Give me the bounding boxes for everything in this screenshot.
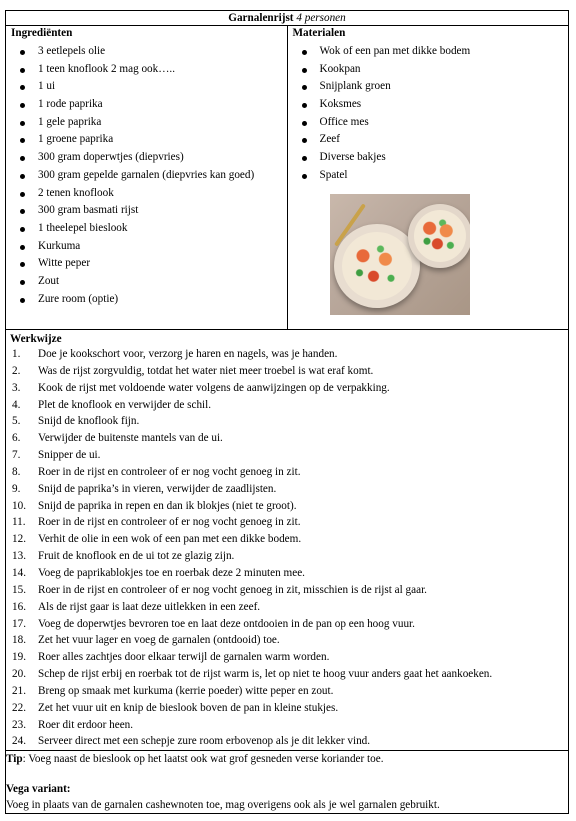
material-item: Office mes xyxy=(288,114,569,132)
food-left xyxy=(342,232,412,300)
method-step: 18. Zet het vuur lager en voeg de garnalen (ontdooid) toe. xyxy=(12,634,280,647)
method-step: 9. Snijd de paprika’s in vieren, verwijder de zaadlijsten. xyxy=(12,482,277,495)
method-step: 10. Snijd de paprika in repen en dan ik blokjes (niet te groot). xyxy=(12,499,297,512)
method-step: 1. Doe je kookschort voor, verzorg je haren en nagels, was je handen. xyxy=(12,348,338,360)
method-step: 15. Roer in de rijst en controleer of er nog vocht genoeg in zit, misschien is de rijst al gaar. xyxy=(12,583,427,596)
method-steps xyxy=(6,346,568,750)
ingredients-heading: Ingrediënten xyxy=(11,27,73,39)
materials-cell xyxy=(287,26,569,330)
materials-heading: Materialen xyxy=(292,27,346,39)
material-item: Koksmes xyxy=(288,96,569,114)
vega-heading: Vega variant: xyxy=(6,783,71,796)
tip-text: : Voeg naast de bieslook op het laatst ook wat grof gesneden verse koriander toe. xyxy=(22,753,384,766)
method-step: 8. Roer in de rijst en controleer of er nog vocht genoeg in zit. xyxy=(12,465,301,478)
method-step: 12. Verhit de olie in een wok of een pan met een dikke bodem. xyxy=(12,533,302,546)
method-step: 16. Als de rijst gaar is laat deze uitlekken in een zeef. xyxy=(12,600,261,613)
method-step: 19. Roer alles zachtjes door elkaar terwijl de garnalen warm worden. xyxy=(12,651,330,664)
method-cell xyxy=(6,330,569,751)
method-step: 7. Snipper de ui. xyxy=(12,449,101,462)
vega-text: Voeg in plaats van de garnalen cashewnoten toe, mag overigens ook als je wel garnalen gebruikt. xyxy=(6,799,440,812)
method-step: 11. Roer in de rijst en controleer of er nog vocht genoeg in zit. xyxy=(12,516,301,529)
method-step: 24. Serveer direct met een schepje zure room erbovenop als je dit lekker vind. xyxy=(12,735,371,748)
method-heading: Werkwijze xyxy=(10,333,62,345)
ingredient-item: Kurkuma xyxy=(6,238,287,256)
title-cell xyxy=(6,11,569,26)
material-item: Zeef xyxy=(288,131,569,149)
ingredient-item: 1 gele paprika xyxy=(6,114,287,132)
dish-photo xyxy=(330,194,470,315)
tip-label: Tip xyxy=(6,753,23,766)
food-right xyxy=(414,210,466,262)
method-step: 5. Snijd de knoflook fijn. xyxy=(12,415,140,428)
method-step: 21. Breng op smaak met kurkuma (kerrie poeder) witte peper en zout. xyxy=(12,684,334,697)
ingredient-item: 300 gram doperwtjes (diepvries) xyxy=(6,149,287,167)
material-item: Spatel xyxy=(288,167,569,185)
ingredient-item: 1 teen knoflook 2 mag ook….. xyxy=(6,61,287,79)
method-step: 17. Voeg de doperwtjes bevroren toe en laat deze ontdooien in de pan op een hoog vuur. xyxy=(12,617,415,630)
method-step: 13. Fruit de knoflook en de ui tot ze glazig zijn. xyxy=(12,550,235,563)
ingredient-item: 300 gram gepelde garnalen (diepvries kan goed) xyxy=(6,167,287,185)
tip-cell xyxy=(6,751,569,814)
ingredients-cell xyxy=(6,26,288,330)
ingredient-item: 1 rode paprika xyxy=(6,96,287,114)
materials-list xyxy=(288,41,569,185)
ingredient-item: 1 groene paprika xyxy=(6,131,287,149)
ingredient-item: 3 eetlepels olie xyxy=(6,43,287,61)
ingredient-item: 300 gram basmati rijst xyxy=(6,202,287,220)
material-item: Kookpan xyxy=(288,61,569,79)
method-step: 14. Voeg de paprikablokjes toe en roerbak deze 2 minuten mee. xyxy=(12,566,305,579)
ingredient-item: 1 theelepel bieslook xyxy=(6,220,287,238)
recipe-servings: 4 personen xyxy=(296,12,346,24)
method-step: 23. Roer dit erdoor heen. xyxy=(12,718,134,731)
method-step: 20. Schep de rijst erbij en roerbak tot de rijst warm is, let op niet te hoog vuur anders gaat het aankoeken. xyxy=(12,668,493,681)
method-step: 6. Verwijder de buitenste mantels van de ui. xyxy=(12,432,223,445)
recipe-title: Garnalenrijst xyxy=(228,12,294,24)
ingredient-item: 1 ui xyxy=(6,78,287,96)
method-step: 4. Plet de knoflook en verwijder de schil. xyxy=(12,398,212,411)
material-item: Snijplank groen xyxy=(288,78,569,96)
method-step: 3. Kook de rijst met voldoende water volgens de aanwijzingen op de verpakking. xyxy=(12,381,390,394)
ingredient-item: Zout xyxy=(6,273,287,291)
tip-line xyxy=(6,751,568,767)
recipe-table xyxy=(5,10,569,814)
method-step: 2. Was de rijst zorgvuldig, totdat het water niet meer troebel is wat eraf komt. xyxy=(12,364,374,377)
ingredient-item: Witte peper xyxy=(6,255,287,273)
ingredient-item: 2 tenen knoflook xyxy=(6,185,287,203)
ingredients-list xyxy=(6,41,287,308)
ingredient-item: Zure room (optie) xyxy=(6,291,287,309)
material-item: Diverse bakjes xyxy=(288,149,569,167)
method-step: 22. Zet het vuur uit en knip de bieslook boven de pan in kleine stukjes. xyxy=(12,701,339,714)
material-item: Wok of een pan met dikke bodem xyxy=(288,43,569,61)
